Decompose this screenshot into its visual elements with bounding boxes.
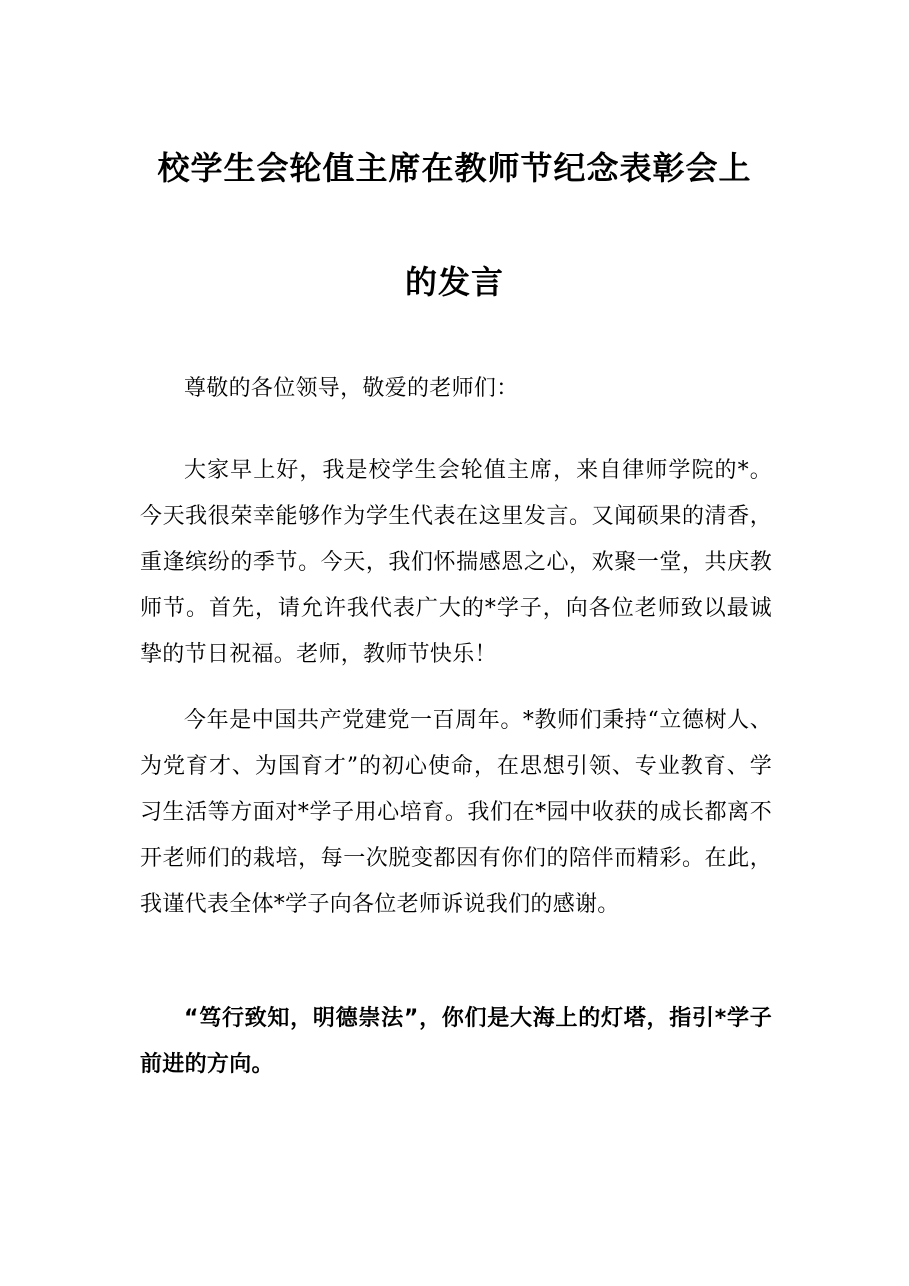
motto-paragraph: “笃行致知，明德崇法”，你们是大海上的灯塔，指引*学子前进的方向。 <box>140 1006 772 1077</box>
greeting-paragraph: 大家早上好，我是校学生会轮值主席，来自律师学院的*。今天我很荣幸能够作为学生代表在这里发言。又闻硕果的清香，重逢缤纷的季节。今天，我们怀揣感恩之心，欢聚一堂，共庆教师节。首先，请允许我代表广大的*学子，向各位老师致以最诚挚的节日祝福。老师，教师节快乐！ <box>140 458 772 667</box>
salutation-paragraph: 尊敬的各位领导，敬爱的老师们： <box>184 376 519 401</box>
document-title-line-2: 的发言 <box>404 263 504 301</box>
document-title-line-1: 校学生会轮值主席在教师节纪念表彰会上 <box>157 149 752 187</box>
gratitude-paragraph: 今年是中国共产党建党一百周年。*教师们秉持“立德树人、为党育才、为国育才”的初心使命，在思想引领、专业教育、学习生活等方面对*学子用心培育。我们在*园中收获的成长都离不开老师们的栽培，每一次脱变都因有你们的陪伴而精彩。在此，我谨代表全体*学子向各位老师诉说我们的感谢。 <box>140 708 772 917</box>
